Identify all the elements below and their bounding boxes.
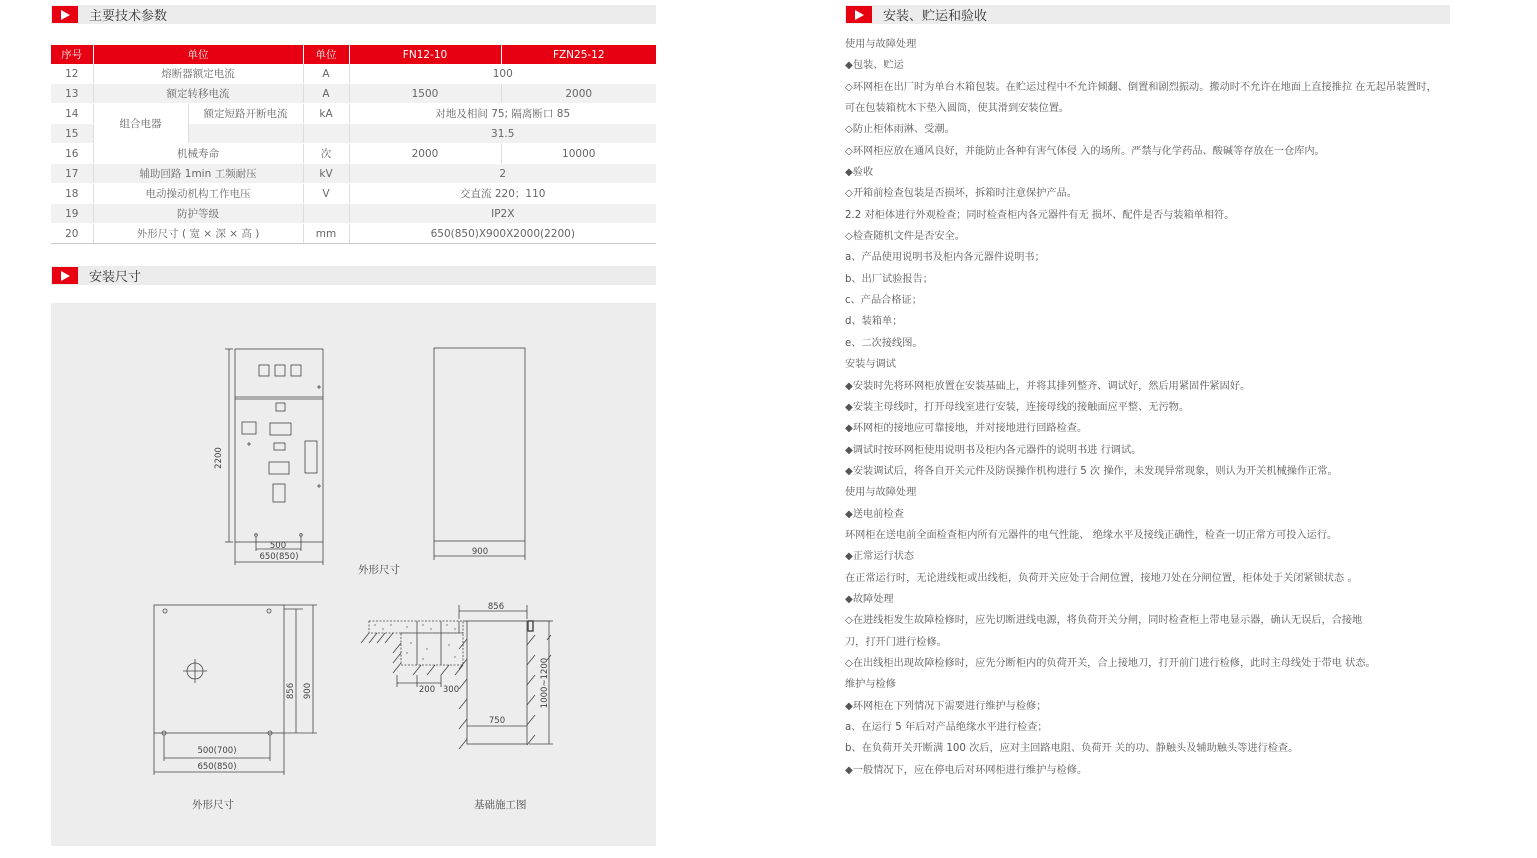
text-line: ◇开箱前检查包装是否损坏，拆箱时注意保护产品。 [845,188,1077,200]
text-line: d、装箱单； [845,316,903,328]
front-height-dim: 2200 [214,447,224,469]
row-no: 20 [51,224,93,244]
text-line: 可在包装箱枕木下垫入圆筒，使其滑到安装位置。 [845,103,1070,115]
row-value: 650(850)X900X2000(2200) [349,224,656,244]
row-no: 14 [51,104,93,124]
row-value: 31.5 [349,124,656,144]
text-line: 安装与调试 [845,359,896,371]
table-row [51,204,656,224]
row-name: 机械寿命 [93,144,303,164]
row-value-fzn25: 10000 [501,144,656,164]
text-line: 维护与检修 [845,679,896,691]
text-line: ◇检查随机文件是否安全。 [845,231,965,243]
text-line: ◆包装、贮运 [845,60,904,72]
text-line: ◇防止柜体雨淋、受潮。 [845,124,955,136]
plan-width-dim-2: 650(850) [197,762,237,772]
row-name: 防护等级 [93,204,303,224]
text-line: ◆一般情况下，应在停电后对环网柜进行维护与检修。 [845,764,1088,776]
row-unit [303,124,349,144]
row-name: 电动操动机构工作电压 [93,184,303,204]
row-no: 17 [51,164,93,184]
row-value: 交直流 220；110 [349,184,656,204]
table-row [51,224,656,244]
foundation-inner-dim: 750 [488,716,506,726]
install-section-title: 安装尺寸 [89,270,142,285]
row-unit [303,204,349,224]
row-no: 19 [51,204,93,224]
row-value-fn12: 1500 [349,84,501,104]
header-fzn25: FZN25-12 [501,45,656,64]
text-line: e、二次接线图。 [845,337,923,349]
row-name [188,124,303,144]
text-line: ◆故障处理 [845,593,894,605]
drawing-panel [51,303,656,846]
row-group: 组合电器 [93,104,188,144]
text-line: ◇环网柜在出厂时为单台木箱包装。在贮运过程中不允许倾翻、倒置和剧烈振动。搬动时不允许在地面上直接推拉 在无起吊装置时， [845,81,1437,93]
header-no: 序号 [51,45,93,64]
row-no: 12 [51,64,93,84]
text-line: ◆正常运行状态 [845,551,914,563]
row-unit: 次 [303,144,349,164]
text-line: 刀，打开门进行检修。 [845,636,947,648]
spec-section-header [51,5,656,24]
text-line: c、产品合格证； [845,295,922,307]
text-line: 使用与故障处理 [845,39,917,50]
table-row [51,64,656,84]
install-section-header [51,266,656,285]
caption-outline-plan: 外形尺寸 [192,799,234,811]
row-unit: A [303,84,349,104]
spec-table [51,45,656,244]
row-name: 额定转移电流 [93,84,303,104]
right-section-header [845,5,1450,24]
text-line: ◇在出线柜出现故障检修时，应先分断柜内的负荷开关，合上接地刀，打开前门进行检修，此时主母线处于带电 状态。 [845,657,1376,669]
table-row [51,84,656,104]
text-line: ◆安装调试后，将各自开关元件及防误操作机构进行 5 次 操作，未发现异常现象，则认为开关机械操作正常。 [845,465,1338,477]
table-row [51,104,656,124]
row-unit: kV [303,164,349,184]
text-line: 在正常运行时，无论进线柜或出线柜，负荷开关应处于合闸位置，接地刀处在分闸位置，柜体处于关闭紧锁状态 。 [845,572,1358,584]
text-line: ◇在进线柜发生故障检修时，应先切断进线电源，将负荷开关分闸，同时检查柜上带电显示器，确认无误后，合接地 [845,615,1363,627]
header-unit: 单位 [303,45,349,64]
row-name: 辅助回路 1min 工频耐压 [93,164,303,184]
text-line: ◆环网柜的接地应可靠接地，并对接地进行回路检查。 [845,423,1088,435]
row-no: 16 [51,144,93,164]
side-width-dim: 900 [471,547,489,557]
text-line: ◇环网柜应放在通风良好，并能防止各种有害气体侵 入的场所。严禁与化学药品、酸碱等存放在一仓库内。 [845,145,1325,157]
row-name: 额定短路开断电流 [188,104,303,124]
table-row [51,144,656,164]
plan-dim-2: 900 [303,682,313,700]
header-name: 单位 [93,45,303,64]
row-no: 18 [51,184,93,204]
text-line: 2.2 对柜体进行外观检查；同时检查柜内各元器件有无 损坏、配件是否与装箱单相符。 [845,209,1235,221]
foundation-dim-a: 200 [418,685,436,695]
text-line: b、在负荷开关开断满 100 次后，应对主回路电阻、负荷开 关的功、静触头及辅助触头等进行检查。 [845,743,1299,755]
spec-section-title: 主要技术参数 [89,9,168,24]
row-value: 100 [349,64,656,84]
row-name: 外形尺寸 ( 宽 × 深 × 高 ) [93,224,303,244]
technical-drawing [51,303,656,846]
text-line: ◆验收 [845,167,874,179]
caption-foundation: 基础施工图 [474,799,527,811]
text-line: ◆送电前检查 [845,508,904,520]
row-name: 熔断器额定电流 [93,64,303,84]
text-line: ◆安装时先将环网柜放置在安装基础上，并将其排列整齐、调试好，然后用紧固件紧固好。 [845,380,1251,392]
row-no: 15 [51,124,93,144]
text-line: ◆安装主母线时，打开母线室进行安装，连接母线的接触面应平整、无污物。 [845,401,1190,413]
front-width-dim-1: 500 [269,541,287,551]
foundation-top-dim: 856 [487,602,505,612]
front-width-dim-2: 650(850) [259,552,299,562]
text-line: a、在运行 5 年后对产品绝缘水平进行检查； [845,722,1048,733]
plan-dim-1: 856 [286,682,296,700]
text-line: 使用与故障处理 [845,487,917,499]
right-section-title: 安装、贮运和验收 [883,9,988,24]
header-fn12: FN12-10 [349,45,501,64]
row-value: 对地及相间 75; 隔离断口 85 [349,104,656,124]
right-text-column [845,34,1485,781]
play-arrow-icon [52,6,78,23]
text-line: ◆调试时按环网柜使用说明书及柜内各元器件的说明书进 行调试。 [845,444,1142,456]
row-value: IP2X [349,204,656,224]
side-view-drawing [434,348,525,560]
table-row [51,184,656,204]
row-value-fzn25: 2000 [501,84,656,104]
row-value-fn12: 2000 [349,144,501,164]
row-unit: V [303,184,349,204]
play-arrow-icon [846,6,872,23]
table-row [51,164,656,184]
text-line: a、产品使用说明书及柜内各元器件说明书； [845,252,1045,264]
foundation-drawing [361,605,553,749]
row-value: 2 [349,164,656,184]
plan-width-dim-1: 500(700) [197,746,237,756]
text-line: 环网柜在送电前全面检查柜内所有元器件的电气性能、 绝缘水平及接线正确性，检查一切正常方可投入运行。 [845,529,1338,541]
text-line: b、出厂试验报告； [845,273,933,285]
spec-table-header [51,45,656,64]
front-view-drawing [225,349,323,565]
row-unit: A [303,64,349,84]
row-unit: kA [303,104,349,124]
foundation-depth-dim: 1000~1200 [540,657,550,709]
row-unit: mm [303,224,349,244]
caption-outline-top: 外形尺寸 [358,564,400,576]
play-arrow-icon [52,267,78,284]
row-no: 13 [51,84,93,104]
foundation-dim-b: 300 [442,685,460,695]
text-line: ◆环网柜在下列情况下需要进行维护与检修； [845,700,1047,712]
